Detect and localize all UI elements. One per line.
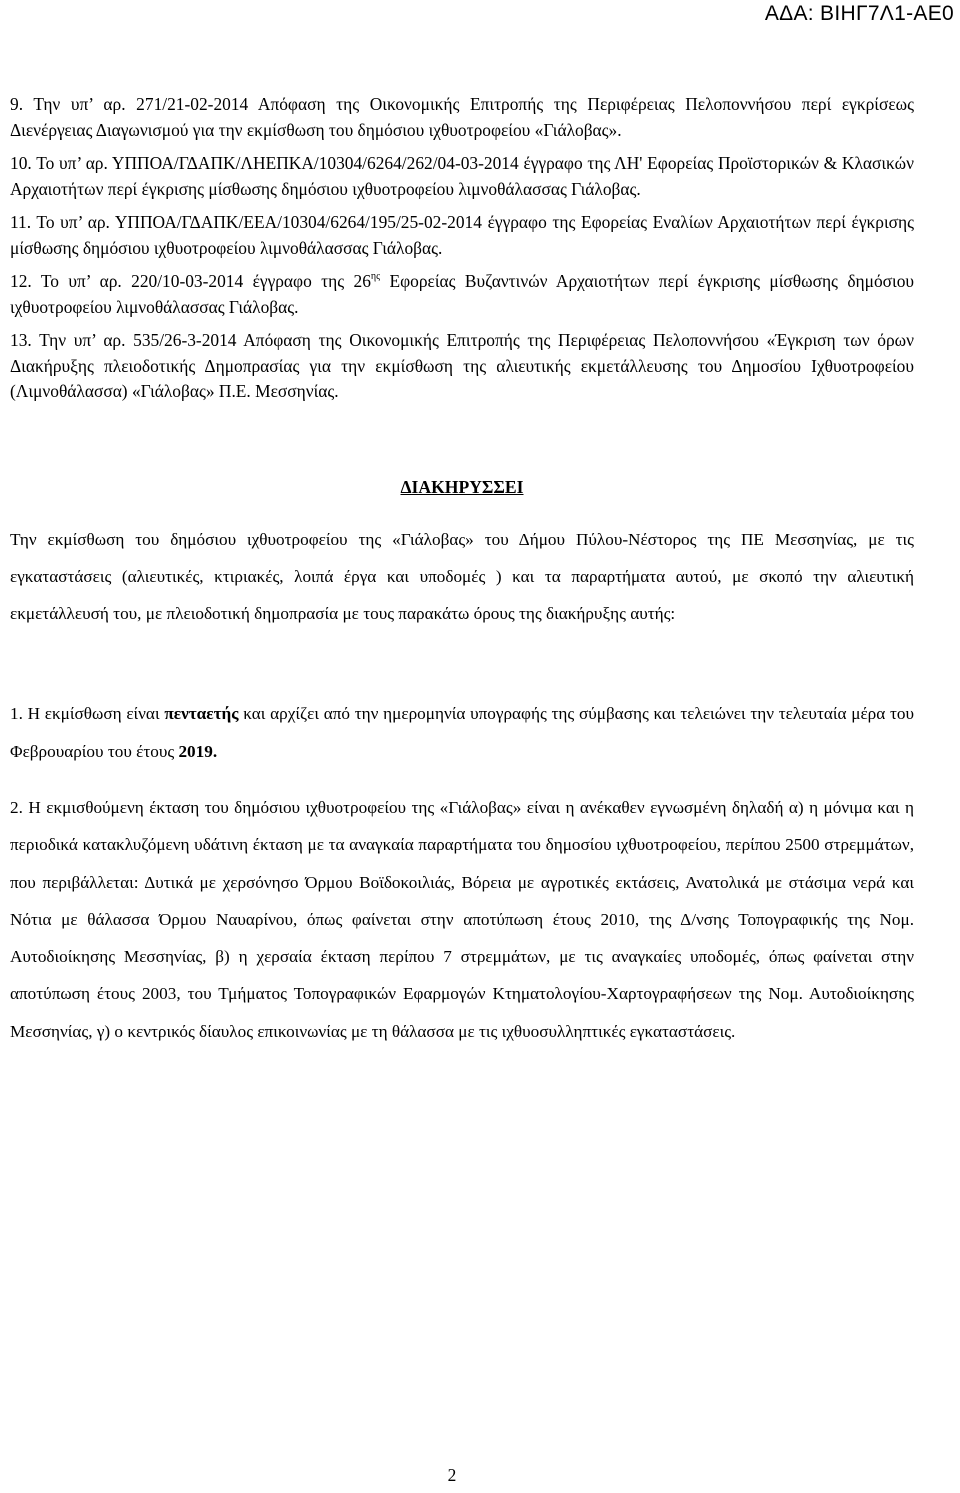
section-title <box>10 477 914 498</box>
term-text-continued: και αρχίζει από την ημερομηνία υπογραφής της σύμβασης και τελειώνει την τελευταία μέρα του Φεβρουαρίου του έτους <box>10 704 914 761</box>
reference-text: Την υπ’ αρ. 535/26-3-2014 Απόφαση της Οικονομικής Επιτροπής της Περιφέρειας Πελοποννήσου «Έγκριση των όρων Διακήρυξης πλειοδοτικής Δημοπρασίας για την εκμίσθωση της αλιευτικής εκμετάλλευσης του Δημοσίου Ιχθυοτροφείου (Λιμνοθάλασσα) «Γιάλοβας» Π.Ε. Μεσσηνίας. <box>10 330 914 401</box>
reference-text: Το υπ’ αρ. ΥΠΠΟΑ/ΓΔΑΠΚ/ΛΗΕΠΚΑ/10304/6264/262/04-03-2014 έγγραφο της ΛΗ' Εφορείας Προϊστορικών & Κλασικών Αρχαιοτήτων περί έγκρισης μίσθωσης δημόσιου ιχθυοτροφείου λιμνοθάλασσας Γιάλοβας. <box>10 153 914 199</box>
reference-item <box>10 151 914 202</box>
term-year: 2019. <box>178 741 218 761</box>
reference-item <box>10 92 914 143</box>
term-text: Η εκμισθούμενη έκταση του δημόσιου ιχθυοτροφείου της «Γιάλοβας» είναι η ανέκαθεν εγνωσμένη δηλαδή α) η μόνιμα και η περιοδικά κατακλυζόμενη υδάτινη έκταση με τα αναγκαία παραρτήματα του δημοσίου ιχθυοτροφείου, περίπου 2500 στρεμμάτων, που περιβάλλεται: Δυτικά με χερσόνησο Όρμου Βοϊδοκοιλιάς, Βόρεια με αγροτικές εκτάσεις, Ανατολικά με στάσιμα νερά και Νότια με θάλασσα Όρμου Ναυαρίνου, όπως φαίνεται στην αποτύπωση έτους 2010, της Δ/νσης Τοπογραφικής της Νομ. Αυτοδιοίκησης Μεσσηνίας, β) η χερσαία έκταση περίπου 7 στρεμμάτων, με τις αναγκαίες υποδομές, όπως φαίνεται στην αποτύπωση έτους 2003, του Τμήματος Τοπογραφικών Εφαρμογών Κτηματολογίου-Χαρτογραφήσεων της Νομ. Αυτοδιοίκησης Μεσσηνίας, γ) ο κεντρικός δίαυλος επικοινωνίας με τη θάλασσα με τις ιχθυοσυλληπτικές εγκαταστάσεις. <box>10 797 915 1041</box>
reference-text: Το υπ’ αρ. ΥΠΠΟΑ/ΓΔΑΠΚ/ΕΕΑ/10304/6264/195/25-02-2014 έγγραφο της Εφορείας Εναλίων Αρχαιοτήτων περί έγκρισης μίσθωσης δημόσιου ιχθυοτροφείου λιμνοθάλασσας Γιάλοβας. <box>10 212 914 258</box>
reference-number: 9. <box>10 94 24 114</box>
reference-text-continued: Εφορείας Βυζαντινών Αρχαιοτήτων περί έγκρισης μίσθωσης δημόσιου ιχθυοτροφείου λιμνοθάλασσας Γιάλοβας. <box>10 271 914 317</box>
ordinal-superscript: ης <box>370 271 381 282</box>
reference-number: 13. <box>10 330 32 350</box>
section-title-text: ΔΙΑΚΗΡΥΣΣΕΙ <box>400 476 524 497</box>
term-number: 1. <box>10 704 23 724</box>
reference-item <box>10 328 914 405</box>
ada-code: ΑΔΑ: ΒΙΗΓ7Λ1-ΑΕ0 <box>764 2 954 25</box>
term-item <box>10 789 914 1050</box>
reference-item <box>10 269 914 320</box>
term-text: Η εκμίσθωση είναι <box>27 704 165 724</box>
reference-text: Την υπ’ αρ. 271/21-02-2014 Απόφαση της Οικονομικής Επιτροπής της Περιφέρειας Πελοποννήσου περί εγκρίσεως Διενέργειας Διαγωνισμού για την εκμίσθωση του δημόσιου ιχθυοτροφείου «Γιάλοβας». <box>10 94 914 140</box>
document-page <box>10 92 914 1050</box>
reference-text: Το υπ’ αρ. 220/10-03-2014 έγγραφο της 26 <box>40 271 371 291</box>
intro-paragraph: Την εκμίσθωση του δημόσιου ιχθυοτροφείου της «Γιάλοβας» του Δήμου Πύλου-Νέστορος της ΠΕ Μεσσηνίας, με τις εγκαταστάσεις (αλιευτικές, κτιριακές, λοιπά έργα και υποδομές ) και τα παραρτήματα αυτού, με σκοπό την αλιευτική εκμετάλλευσή του, με πλειοδοτική δημοπρασία με τους παρακάτω όρους της διακήρυξης αυτής: <box>10 529 914 624</box>
term-item <box>10 695 914 770</box>
page-number: 2 <box>447 1465 457 1485</box>
term-emphasis: πενταετής <box>164 704 239 724</box>
reference-number: 12. <box>10 271 32 291</box>
reference-number: 10. <box>10 153 32 173</box>
reference-item <box>10 210 914 261</box>
reference-number: 11. <box>10 212 32 232</box>
term-number: 2. <box>10 797 23 817</box>
